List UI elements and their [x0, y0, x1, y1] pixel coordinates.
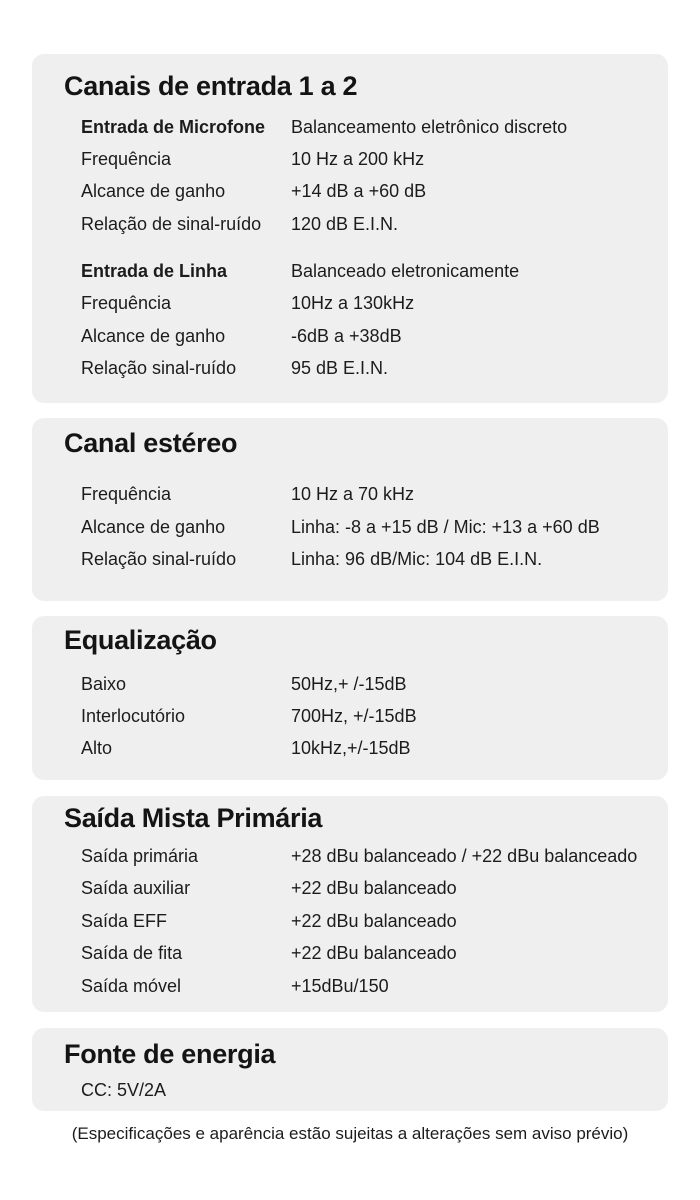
spec-value: +14 dB a +60 dB: [291, 181, 427, 201]
spec-value: 95 dB E.I.N.: [291, 358, 389, 378]
spec-value: 10 Hz a 200 kHz: [291, 149, 425, 169]
spec-label: Frequência: [81, 149, 172, 169]
spec-value: 10Hz a 130kHz: [291, 293, 415, 313]
equalization-title: Equalização: [64, 625, 217, 655]
mic-input-heading: Entrada de Microfone: [81, 117, 266, 137]
spec-label: Baixo: [81, 674, 127, 694]
spec-label: Frequência: [81, 484, 172, 504]
spec-value: +22 dBu balanceado: [291, 878, 457, 898]
line-input-heading-row: [32, 256, 668, 286]
power-supply-title: Fonte de energia: [64, 1039, 276, 1069]
spec-value: -6dB a +38dB: [291, 326, 402, 346]
spec-label: Saída EFF: [81, 911, 168, 931]
spec-label: Alto: [81, 738, 113, 758]
spec-row: [32, 669, 668, 699]
spec-value: +28 dBu balanceado / +22 dBu balanceado: [291, 846, 638, 866]
spec-row: [32, 288, 668, 318]
spec-label: Saída de fita: [81, 943, 183, 963]
spec-row: [32, 209, 668, 239]
spec-value: Linha: 96 dB/Mic: 104 dB E.I.N.: [291, 549, 543, 569]
spec-row: [32, 841, 668, 871]
spec-value: +22 dBu balanceado: [291, 943, 457, 963]
main-mix-output-title: Saída Mista Primária: [64, 803, 323, 833]
spec-label: Alcance de ganho: [81, 181, 226, 201]
stereo-channel-title: Canal estéreo: [64, 428, 238, 458]
spec-row: [32, 701, 668, 731]
spec-label: Saída primária: [81, 846, 199, 866]
spec-value: 10kHz,+/-15dB: [291, 738, 411, 758]
power-supply-text: CC: 5V/2A: [81, 1080, 167, 1100]
spec-row: [32, 353, 668, 383]
spec-row: [32, 971, 668, 1001]
spec-row: [32, 176, 668, 206]
spec-row: [32, 544, 668, 574]
equalization-card: [32, 616, 668, 780]
main-mix-output-card: [32, 796, 668, 1012]
spec-row: [32, 512, 668, 542]
spec-row: [32, 144, 668, 174]
spec-label: Relação de sinal-ruído: [81, 214, 262, 234]
spec-value: 50Hz,+ /-15dB: [291, 674, 407, 694]
spec-value: 120 dB E.I.N.: [291, 214, 399, 234]
input-channels-title: Canais de entrada 1 a 2: [64, 71, 358, 101]
line-input-heading: Entrada de Linha: [81, 261, 228, 281]
spec-row: [32, 906, 668, 936]
spec-label: Saída auxiliar: [81, 878, 191, 898]
spec-row: [32, 321, 668, 351]
spec-value: +15dBu/150: [291, 976, 389, 996]
spec-row: [32, 479, 668, 509]
power-supply-card: [32, 1028, 668, 1111]
spec-label: Relação sinal-ruído: [81, 549, 237, 569]
spec-row: [32, 938, 668, 968]
spec-label: Interlocutório: [81, 706, 186, 726]
line-input-heading-value: Balanceado eletronicamente: [291, 261, 520, 281]
spec-label: Saída móvel: [81, 976, 182, 996]
disclaimer-footnote: (Especificações e aparência estão sujeitas a alterações sem aviso prévio): [71, 1124, 629, 1143]
spec-value: Linha: -8 a +15 dB / Mic: +13 a +60 dB: [291, 517, 600, 537]
spec-label: Alcance de ganho: [81, 517, 226, 537]
mic-input-heading-row: [32, 112, 668, 142]
spec-label: Relação sinal-ruído: [81, 358, 237, 378]
spec-value: 700Hz, +/-15dB: [291, 706, 417, 726]
mic-input-heading-value: Balanceamento eletrônico discreto: [291, 117, 568, 137]
spec-label: Alcance de ganho: [81, 326, 226, 346]
spec-value: 10 Hz a 70 kHz: [291, 484, 415, 504]
spec-row: [32, 733, 668, 763]
spec-label: Frequência: [81, 293, 172, 313]
stereo-channel-card: [32, 418, 668, 601]
spec-value: +22 dBu balanceado: [291, 911, 457, 931]
input-channels-card: [32, 54, 668, 403]
spec-row: [32, 873, 668, 903]
